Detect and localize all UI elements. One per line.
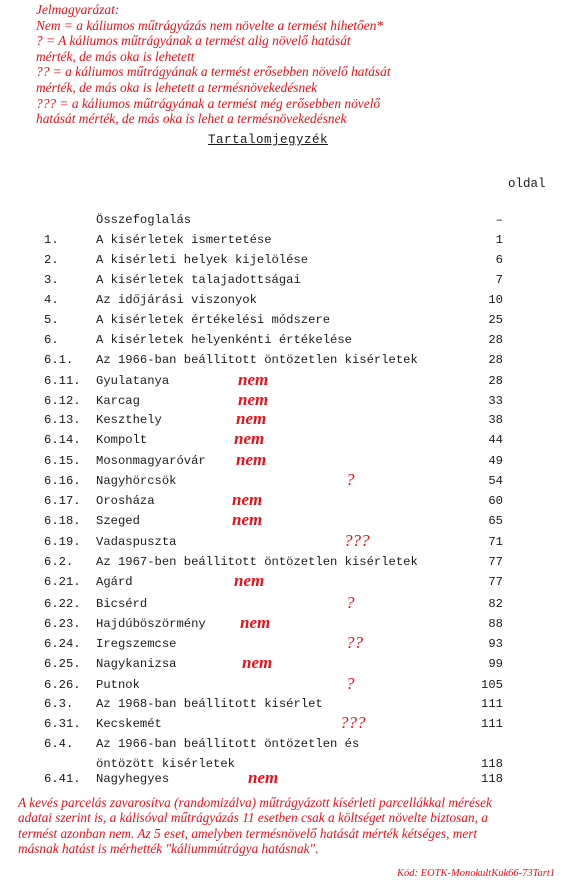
toc-entry-title: A kisérletek helyenkénti értékelése (96, 333, 352, 347)
toc-entry-page: 60 (488, 494, 503, 508)
toc-entry-number: 6.17. (44, 494, 81, 508)
toc-entry (0, 613, 573, 635)
toc-entry-title: A kisérleti helyek kijelölése (96, 253, 309, 267)
toc-entry (0, 273, 573, 291)
footer-line: adatai szerint is, a kálisóval műtrágyázás 11 esetben csak a költséget növelte biztosan, a (18, 810, 488, 826)
toc-entry (0, 674, 573, 696)
toc-entry (0, 450, 573, 472)
toc-entry-title: öntözött kisérletek (96, 757, 235, 771)
uncertainty-mark: ? (346, 674, 355, 693)
toc-entry-page: 65 (488, 514, 503, 528)
toc-entry-title: Az 1966-ban beállitott öntözetlen és (96, 737, 360, 751)
toc-entry-number: 6.23. (44, 617, 81, 631)
toc-entry-number: 6. (44, 333, 59, 347)
toc-entry-number: 6.41. (44, 772, 81, 786)
toc-title: Tartalomjegyzék (208, 133, 329, 147)
toc-entry-page: 88 (488, 617, 503, 631)
toc-entry-number: 1. (44, 233, 59, 247)
toc-entry (0, 697, 573, 715)
toc-entry-page: 71 (488, 535, 503, 549)
toc-entry-number: 6.14. (44, 433, 81, 447)
legend-line: hatását mérték, de más oka is lehet a termésnövekedésnek (36, 111, 347, 127)
toc-entry-title: Az időjárási viszonyok (96, 293, 257, 307)
toc-entry-title: Nagyhörcsök (96, 474, 177, 488)
toc-entry-title: Mosonmagyaróvár (96, 454, 206, 468)
legend (36, 2, 566, 127)
toc-entry-title: Szeged (96, 514, 140, 528)
uncertainty-mark: ? (346, 470, 355, 489)
legend-line: ?? = a káliumos műtrágyának a termést erősebben növelő hatását (36, 64, 391, 80)
toc-entry-page: 93 (488, 637, 503, 651)
toc-entry-page: 77 (488, 555, 503, 569)
toc-entry-title: Vadaspuszta (96, 535, 177, 549)
toc-entry-title: Karcag (96, 394, 140, 408)
toc-entry (0, 555, 573, 573)
toc-entry (0, 370, 573, 392)
uncertainty-mark: ??? (344, 531, 370, 550)
toc-entry (0, 213, 573, 231)
footer-line: A kevés parcelás zavarosítva (randomizálva) műtrágyázott kísérleti parcellákkal mérések (18, 795, 492, 810)
legend-line: Nem = a káliumos műtrágyázás nem növelte a termést hihetően* (36, 17, 384, 33)
toc-entry-title: Keszthely (96, 413, 162, 427)
toc-entry-page: 25 (488, 313, 503, 327)
toc-entry-number: 6.12. (44, 394, 81, 408)
toc-entry-page: 49 (488, 454, 503, 468)
toc-entry-page: 44 (488, 433, 503, 447)
toc-entry-title: Gyulatanya (96, 374, 170, 388)
toc-entry (0, 510, 573, 532)
toc-entry-title: Összefoglalás (96, 213, 192, 227)
no-effect-mark: nem (248, 768, 279, 787)
toc-entry-page: 38 (488, 413, 503, 427)
toc-entry-number: 6.15. (44, 454, 81, 468)
no-effect-mark: nem (232, 490, 263, 509)
toc-entry-title: Nagyhegyes (96, 772, 170, 786)
toc-entry-number: 3. (44, 273, 59, 287)
toc-entry-page: – (495, 213, 503, 227)
toc-entry-title: A kisérletek ismertetése (96, 233, 272, 247)
toc-entry-page: 118 (481, 772, 503, 786)
toc-entry (0, 593, 573, 615)
toc-entry (0, 353, 573, 371)
toc-entry-number: 6.31. (44, 717, 81, 731)
toc-entry (0, 531, 573, 553)
uncertainty-mark: ??? (340, 713, 366, 732)
toc-entry (0, 333, 573, 351)
toc-entry-number: 6.24. (44, 637, 81, 651)
footer-line: másnak hatást is mérhették "káliummútrágya hatásnak". (18, 841, 319, 857)
toc-entry (0, 490, 573, 512)
toc-entry-page: 77 (488, 575, 503, 589)
no-effect-mark: nem (238, 390, 269, 409)
toc-entry-number: 2. (44, 253, 59, 267)
toc-entry (0, 409, 573, 431)
toc-entry (0, 470, 573, 492)
no-effect-mark: nem (240, 613, 271, 632)
toc-entry (0, 233, 573, 251)
toc-entry (0, 653, 573, 675)
toc-entry-page: 7 (495, 273, 503, 287)
toc-entry (0, 571, 573, 593)
toc-entry-page: 105 (481, 678, 503, 692)
no-effect-mark: nem (234, 571, 265, 590)
toc-entry (0, 737, 573, 755)
legend-line: ? = A káliumos műtrágyának a termést alig növelő hatását (36, 33, 351, 49)
toc-entry-number: 6.1. (44, 353, 74, 367)
toc-entry (0, 390, 573, 412)
toc-entry-page: 6 (495, 253, 503, 267)
toc-entry-number: 6.11. (44, 374, 81, 388)
no-effect-mark: nem (238, 370, 269, 389)
toc-entry-number: 6.16. (44, 474, 81, 488)
toc-entry-number: 6.3. (44, 697, 74, 711)
toc-entry-title: Nagykanizsa (96, 657, 177, 671)
toc-entry-number: 6.25. (44, 657, 81, 671)
toc-entry (0, 768, 573, 790)
toc-entry-page: 28 (488, 353, 503, 367)
no-effect-mark: nem (236, 450, 267, 469)
toc-entry (0, 253, 573, 271)
no-effect-mark: nem (234, 429, 265, 448)
toc-entry-title: Hajdúböszörmény (96, 617, 206, 631)
toc-entry-number: 5. (44, 313, 59, 327)
toc-entry-title: Putnok (96, 678, 140, 692)
footer-note (18, 795, 563, 857)
legend-line: mérték, de más oka is lehetett a termésnövekedésnek (36, 79, 318, 95)
toc-entry-number: 6.22. (44, 597, 81, 611)
toc-entry-page: 10 (488, 293, 503, 307)
uncertainty-mark: ? (346, 593, 355, 612)
toc-entry-title: Agárd (96, 575, 133, 589)
uncertainty-mark: ?? (346, 633, 363, 652)
toc-entry (0, 713, 573, 735)
toc-entry-page: 111 (481, 697, 503, 711)
toc-entry-title: Az 1966-ban beállitott öntözetlen kisérletek (96, 353, 418, 367)
toc-entry (0, 633, 573, 655)
toc-entry-page: 1 (495, 233, 503, 247)
toc-entry-number: 6.2. (44, 555, 74, 569)
toc-entry-page: 99 (488, 657, 503, 671)
toc-entry-title: A kisérletek talajadottságai (96, 273, 301, 287)
toc-entry-title: Bicsérd (96, 597, 148, 611)
toc-entry-page: 111 (481, 717, 503, 731)
toc-entry-page: 28 (488, 333, 503, 347)
toc-entry-page: 33 (488, 394, 503, 408)
toc-entry-page: 118 (481, 757, 503, 771)
no-effect-mark: nem (242, 653, 273, 672)
toc-entry-number: 6.13. (44, 413, 81, 427)
toc-entry-title: Iregszemcse (96, 637, 177, 651)
toc-entry-page: 82 (488, 597, 503, 611)
document-code: Kód: EOTK-MonokultKuk66-73Tart1 (397, 868, 555, 879)
legend-line: ??? = a káliumos műtrágyának a termést még erősebben növelő (36, 95, 381, 111)
no-effect-mark: nem (232, 510, 263, 529)
footer-line: termést azonban nem. Az 5 eset, amelyben termésnövelő hatását mérték kétséges, mert (18, 825, 478, 841)
toc-entry-page: 54 (488, 474, 503, 488)
toc-entry (0, 313, 573, 331)
legend-line: mérték, de más oka is lehetett (36, 48, 195, 64)
toc-entry-number: 4. (44, 293, 59, 307)
toc-entry-title: Kompolt (96, 433, 148, 447)
toc-entry-title: Orosháza (96, 494, 155, 508)
toc-entry-number: 6.26. (44, 678, 81, 692)
toc-entry-page: 28 (488, 374, 503, 388)
toc-entry (0, 293, 573, 311)
toc-entry-title: Az 1967-ben beállitott öntözetlen kisérletek (96, 555, 418, 569)
toc-entry-number: 6.18. (44, 514, 81, 528)
toc-entry-title: A kisérletek értékelési módszere (96, 313, 331, 327)
no-effect-mark: nem (236, 409, 267, 428)
page-column-header: oldal (508, 177, 546, 191)
toc-entry-number: 6.21. (44, 575, 81, 589)
toc-entry (0, 429, 573, 451)
toc-entry-number: 6.4. (44, 737, 74, 751)
toc-entry-title: Az 1968-ban beállitott kisérlet (96, 697, 323, 711)
legend-title: Jelmagyarázat: (36, 2, 120, 17)
toc-entry-number: 6.19. (44, 535, 81, 549)
toc-entry-title: Kecskemét (96, 717, 162, 731)
